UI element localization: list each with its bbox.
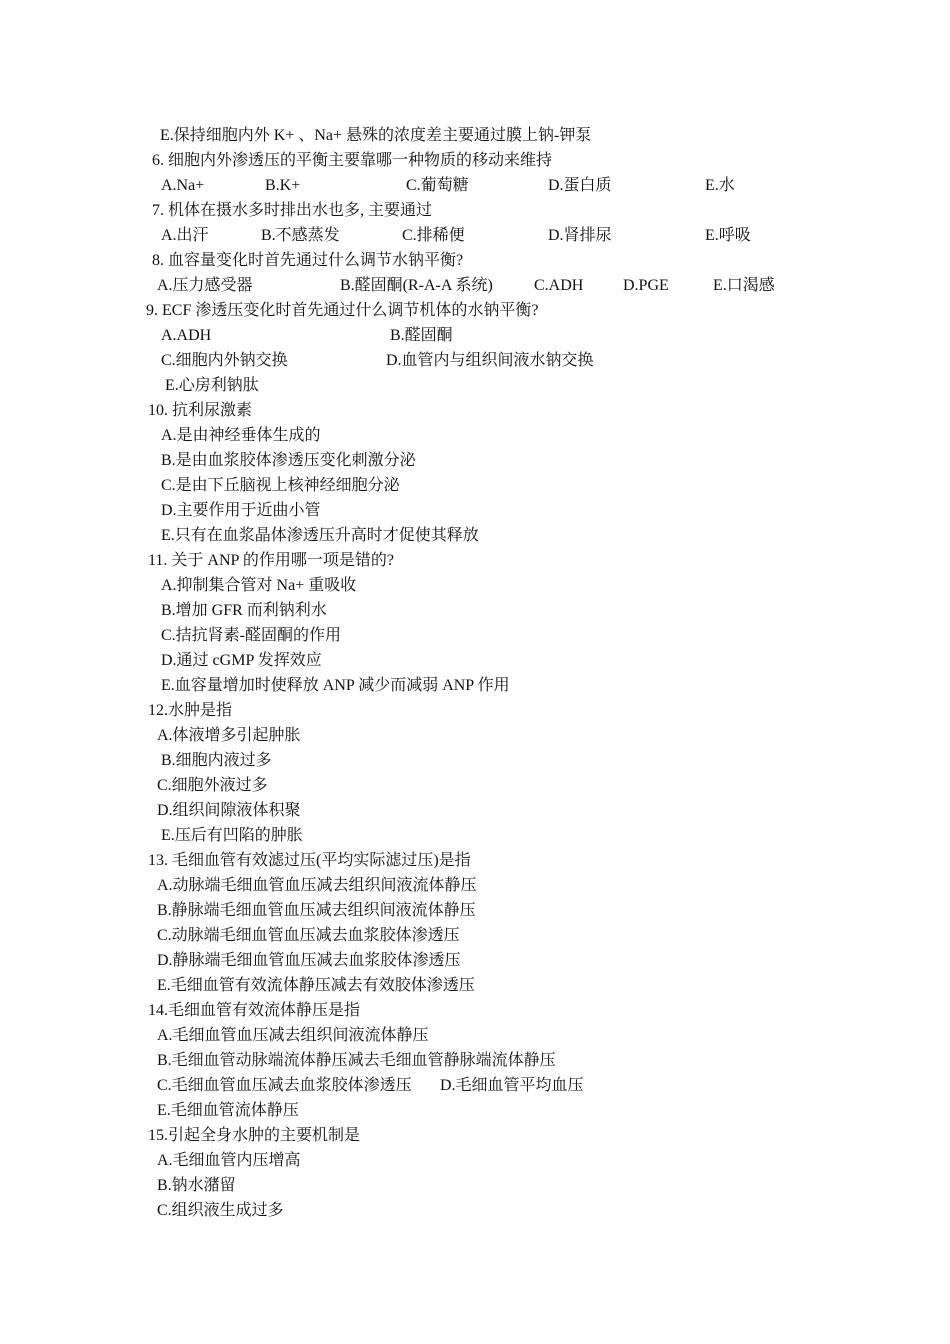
options-q8 — [0, 274, 950, 298]
option-q11-e: E.血容量增加时使释放 ANP 减少而减弱 ANP 作用 — [161, 677, 510, 694]
option-q15-a: A.毛细血管内压增高 — [157, 1152, 301, 1169]
option-q6-e: E.水 — [705, 177, 735, 194]
option-q14-d: D.毛细血管平均血压 — [440, 1077, 584, 1094]
option-q9-e: E.心房利钠肽 — [165, 377, 259, 394]
question-7: 7. 机体在摄水多时排出水也多, 主要通过 — [152, 202, 433, 219]
option-q8-a: A.压力感受器 — [157, 277, 253, 294]
option-q13-d: D.静脉端毛细血管血压减去血浆胶体渗透压 — [157, 952, 461, 969]
option-q12-b: B.细胞内液过多 — [161, 752, 272, 769]
options-q9-row1 — [0, 324, 950, 348]
option-q13-e: E.毛细血管有效流体静压减去有效胶体渗透压 — [157, 977, 475, 994]
option-q15-b: B.钠水潴留 — [157, 1177, 236, 1194]
question-8: 8. 血容量变化时首先通过什么调节水钠平衡? — [152, 252, 464, 269]
option-q12-c: C.细胞外液过多 — [157, 777, 268, 794]
option-q10-e: E.只有在血浆晶体渗透压升高时才促使其释放 — [161, 527, 479, 544]
options-q6 — [0, 174, 950, 198]
option-q9-b: B.醛固酮 — [390, 327, 453, 344]
question-12: 12.水肿是指 — [148, 702, 233, 719]
option-q6-c: C.葡萄糖 — [406, 177, 469, 194]
question-11: 11. 关于 ANP 的作用哪一项是错的? — [148, 552, 394, 569]
option-q9-d: D.血管内与组织间液水钠交换 — [386, 352, 594, 369]
option-q10-a: A.是由神经垂体生成的 — [161, 427, 321, 444]
option-q14-b: B.毛细血管动脉端流体静压减去毛细血管静脉端流体静压 — [157, 1052, 556, 1069]
option-q7-e: E.呼吸 — [705, 227, 751, 244]
option-q11-a: A.抑制集合管对 Na+ 重吸收 — [161, 577, 357, 594]
option-q6-b: B.K+ — [265, 177, 301, 194]
question-6: 6. 细胞内外渗透压的平衡主要靠哪一种物质的移动来维持 — [152, 152, 553, 169]
option-q12-a: A.体液增多引起肿胀 — [157, 727, 301, 744]
question-10: 10. 抗利尿激素 — [148, 402, 253, 419]
option-q8-e: E.口渴感 — [713, 277, 775, 294]
option-q13-c: C.动脉端毛细血管血压减去血浆胶体渗透压 — [157, 927, 460, 944]
option-q8-c: C.ADH — [534, 277, 584, 294]
option-q5-e: E.保持细胞内外 K+ 、Na+ 悬殊的浓度差主要通过膜上钠-钾泵 — [160, 127, 592, 144]
question-9: 9. ECF 渗透压变化时首先通过什么调节机体的水钠平衡? — [146, 302, 539, 319]
option-q9-a: A.ADH — [161, 327, 212, 344]
option-q12-e: E.压后有凹陷的肿胀 — [161, 827, 303, 844]
option-q8-b: B.醛固酮(R-A-A 系统) — [340, 277, 493, 294]
question-15: 15.引起全身水肿的主要机制是 — [148, 1127, 361, 1144]
option-q12-d: D.组织间隙液体积聚 — [157, 802, 301, 819]
options-q7 — [0, 224, 950, 248]
question-14: 14.毛细血管有效流体静压是指 — [148, 1002, 361, 1019]
option-q11-b: B.增加 GFR 而利钠利水 — [161, 602, 327, 619]
option-q14-c: C.毛细血管血压减去血浆胶体渗透压 — [157, 1077, 412, 1094]
option-q6-a: A.Na+ — [161, 177, 205, 194]
option-q9-c: C.细胞内外钠交换 — [161, 352, 288, 369]
options-q14-row — [0, 1074, 950, 1098]
option-q8-d: D.PGE — [623, 277, 669, 294]
option-q14-e: E.毛细血管流体静压 — [157, 1102, 299, 1119]
option-q13-a: A.动脉端毛细血管血压减去组织间液流体静压 — [157, 877, 477, 894]
option-q11-d: D.通过 cGMP 发挥效应 — [161, 652, 322, 669]
option-q14-a: A.毛细血管血压减去组织间液流体静压 — [157, 1027, 429, 1044]
option-q11-c: C.拮抗肾素-醛固酮的作用 — [161, 627, 342, 644]
option-q10-d: D.主要作用于近曲小管 — [161, 502, 321, 519]
options-q9-row2 — [0, 349, 950, 373]
option-q6-d: D.蛋白质 — [548, 177, 612, 194]
option-q7-b: B.不感蒸发 — [261, 227, 340, 244]
option-q7-c: C.排稀便 — [402, 227, 465, 244]
option-q7-a: A.出汗 — [161, 227, 209, 244]
option-q10-b: B.是由血浆胶体渗透压变化刺激分泌 — [161, 452, 416, 469]
option-q10-c: C.是由下丘脑视上核神经细胞分泌 — [161, 477, 400, 494]
question-13: 13. 毛细血管有效滤过压(平均实际滤过压)是指 — [148, 852, 471, 869]
option-q7-d: D.肾排尿 — [548, 227, 612, 244]
option-q15-c: C.组织液生成过多 — [157, 1202, 284, 1219]
option-q13-b: B.静脉端毛细血管血压减去组织间液流体静压 — [157, 902, 476, 919]
